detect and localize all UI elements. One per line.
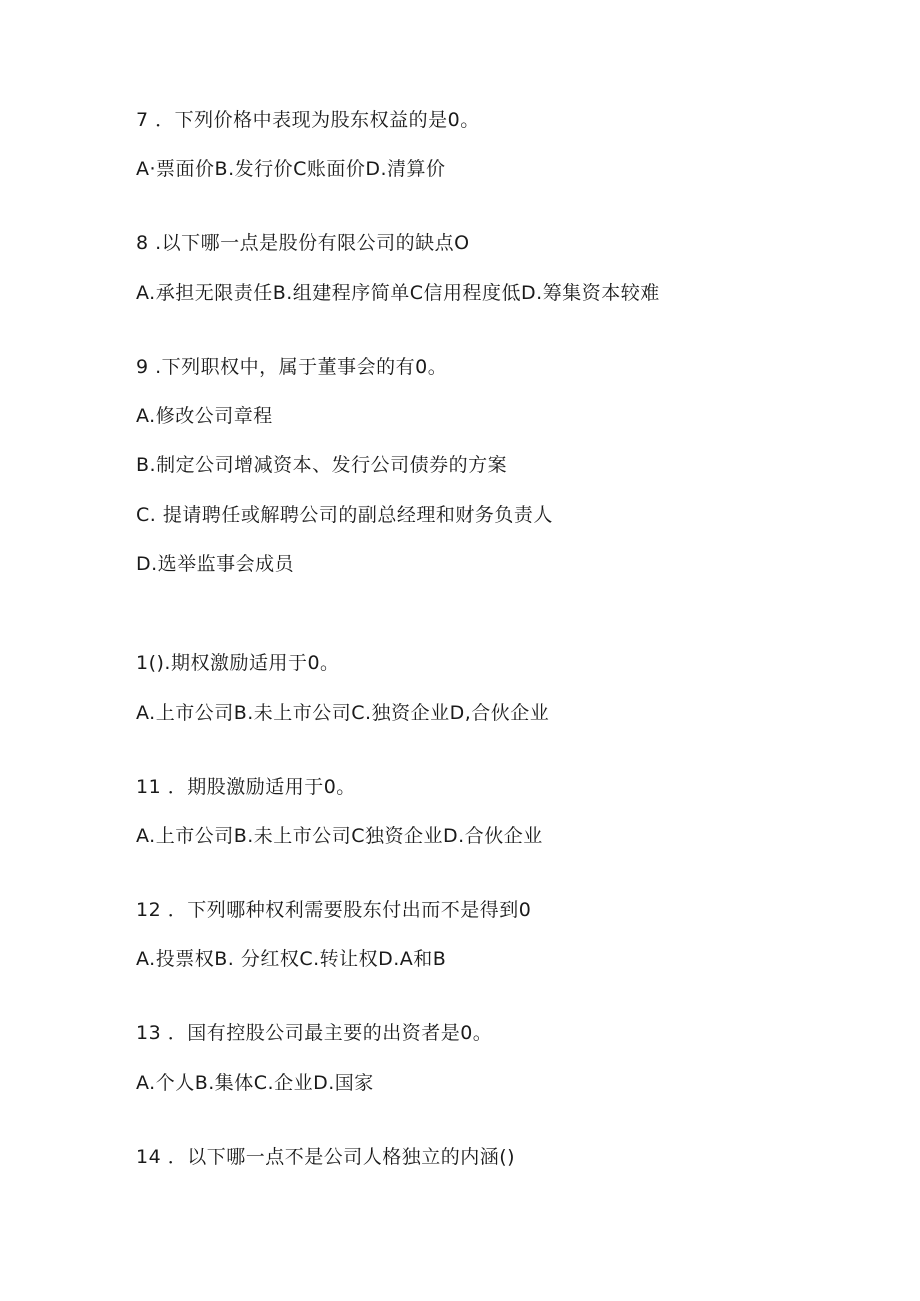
question-9-option-c: C. 提请聘任或解聘公司的副总经理和财务负责人: [136, 504, 553, 526]
question-11-options: A.上市公司B.未上市公司C独资企业D.合伙企业: [136, 825, 543, 847]
question-14: 14 ．以下哪一点不是公司人格独立的内涵(): [136, 1146, 516, 1168]
question-12-options: A.投票权B. 分红权C.转让权D.A和B: [136, 948, 447, 970]
question-9-option-b: B.制定公司增减资本、发行公司债券的方案: [136, 454, 508, 476]
question-8-options: A.承担无限责任B.组建程序简单C信用程度低D.筹集资本较难: [136, 282, 660, 304]
question-13: 13 ．国有控股公司最主要的出资者是0。: [136, 1022, 493, 1044]
question-7-options: A·票面价B.发行价C账面价D.清算价: [136, 158, 446, 180]
question-9-option-d: D.选举监事会成员: [136, 553, 295, 575]
question-10-options: A.上市公司B.未上市公司C.独资企业D,合伙企业: [136, 702, 550, 724]
question-9: 9 .下列职权中，属于董事会的有0。: [136, 356, 448, 378]
question-13-options: A.个人B.集体C.企业D.国家: [136, 1072, 374, 1094]
question-7: 7 ．下列价格中表现为股东权益的是0。: [136, 109, 480, 131]
question-11: 11 ．期股激励适用于0。: [136, 776, 356, 798]
question-8: 8 .以下哪一点是股份有限公司的缺点O: [136, 232, 470, 254]
question-12: 12 ．下列哪种权利需要股东付出而不是得到0: [136, 899, 532, 921]
question-9-option-a: A.修改公司章程: [136, 405, 273, 427]
question-10: 1().期权激励适用于0。: [136, 652, 340, 674]
